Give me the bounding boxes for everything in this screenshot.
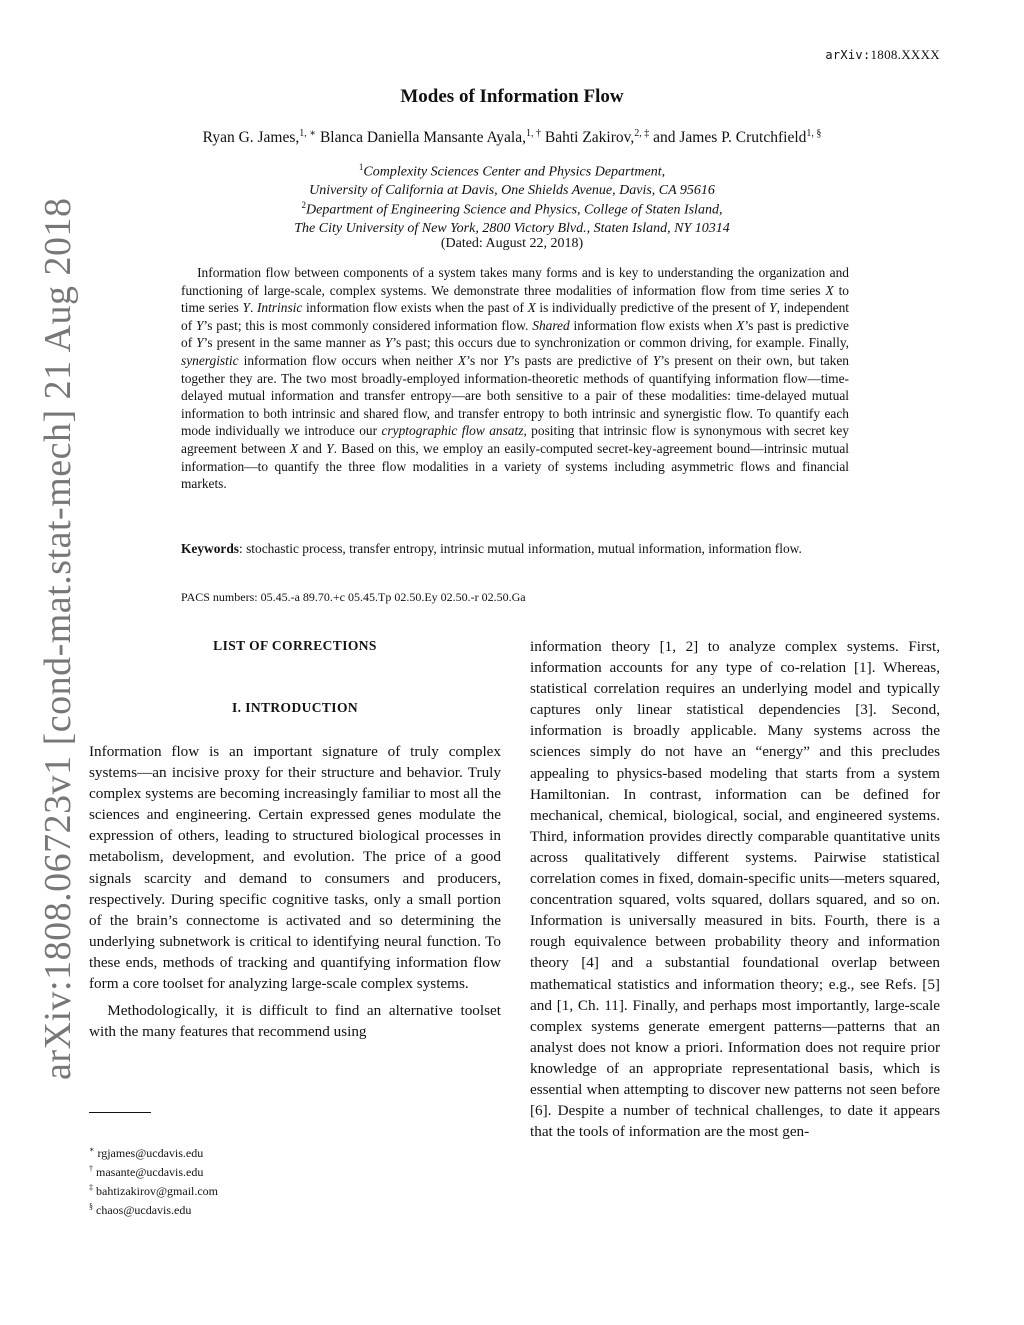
abstract-text: ’s nor bbox=[466, 352, 504, 368]
author-name: Bahti Zakirov, bbox=[540, 129, 635, 147]
abstract-text: Information flow between components of a system takes many forms and is key to understanding the organization and functioning of large-scale, complex systems. We demonstrate three modalities of information flow from time series bbox=[181, 265, 849, 298]
term-synergistic: synergistic bbox=[181, 352, 239, 368]
keywords-label: Keywords bbox=[181, 541, 240, 556]
affiliation-mark: 1 bbox=[358, 162, 364, 172]
author-list bbox=[0, 128, 1024, 147]
right-column-text bbox=[530, 636, 940, 1142]
math-x: X bbox=[736, 317, 745, 333]
arxiv-side-stamp: arXiv:1808.06723v1 [cond-mat.stat-mech] 21 Aug 2018 bbox=[37, 197, 79, 1080]
author-name: Blanca Daniella Mansante Ayala, bbox=[316, 129, 526, 147]
footnote-mark: ∗ bbox=[89, 1145, 95, 1154]
date-line: (Dated: August 22, 2018) bbox=[440, 236, 584, 251]
footnote bbox=[89, 1161, 501, 1180]
abstract-text: information flow exists when the past of bbox=[302, 300, 528, 316]
arxiv-number: 1808.XXXX bbox=[870, 47, 940, 62]
abstract-text: , positing that intrinsic flow is synonymous with secret key agreement between bbox=[181, 423, 849, 456]
math-y: Y bbox=[769, 300, 777, 316]
abstract-text: information flow exists when bbox=[569, 317, 737, 333]
footnote bbox=[89, 1142, 501, 1161]
affiliation-line: Complexity Sciences Center and Physics Department, bbox=[363, 164, 666, 180]
abstract-text: ’s past; this occurs due to synchronization or common driving, for example. Finally, bbox=[392, 335, 849, 351]
term-intrinsic: Intrinsic bbox=[256, 300, 303, 316]
affiliation-mark: 2 bbox=[301, 200, 307, 210]
paragraph: Information flow is an important signature of truly complex systems—an incisive proxy for their structure and behavior. Truly complex systems are becoming increasingly familiar to most all the sciences and engineering. Certain expressed genes modulate the expression of others, leading to structured biological processes in metabolism, development, and evolution. The price of a good signals scarcity and demand to consumers and producers, respectively. During specific cognitive tasks, only a small portion of the brain’s connectome is activated and so determining the underlying subnetwork is critical to identifying neural function. To these ends, methods of tracking and quantifying information flow form a core toolset for analyzing large-scale complex systems. bbox=[89, 743, 501, 993]
abstract bbox=[181, 264, 849, 493]
keywords-text: : stochastic process, transfer entropy, intrinsic mutual information, mutual information, information flow. bbox=[239, 541, 802, 556]
term-ansatz: cryptographic flow ansatz bbox=[381, 423, 524, 439]
abstract-text: information flow occurs when neither bbox=[238, 352, 459, 368]
footnote-mark: † bbox=[89, 1164, 93, 1173]
footnote-rule bbox=[89, 1112, 151, 1113]
math-x: X bbox=[825, 282, 834, 298]
math-y: Y bbox=[384, 335, 393, 351]
author-mark: 1, § bbox=[806, 128, 822, 139]
arxiv-prefix: arXiv: bbox=[825, 48, 871, 62]
affiliation-line: The City University of New York, 2800 Victory Blvd., Staten Island, NY 10314 bbox=[294, 220, 730, 236]
arxiv-header-id bbox=[825, 47, 940, 63]
footnote-email: chaos@ucdavis.edu bbox=[96, 1203, 192, 1217]
footnote-mark: ‡ bbox=[89, 1183, 93, 1192]
abstract-text: ’s past; this is most commonly considered information flow. bbox=[203, 317, 533, 333]
footnote bbox=[89, 1199, 501, 1218]
abstract-text: ’s present on their own, but taken together they are. The two most broadly-employed information-theoretic methods of quantifying information flow—time-delayed mutual information and transfer entropy—are both sensitive to a pair of these modalities: time-delayed mutual information to both intrinsic and shared flow, and transfer entropy to both intrinsic and synergistic flow. To quantify each mode individually we introduce our bbox=[181, 352, 849, 439]
affiliation-line: University of California at Davis, One Shields Avenue, Davis, CA 95616 bbox=[309, 182, 715, 198]
author-name: Ryan G. James, bbox=[202, 129, 300, 147]
abstract-text: ’s pasts are predictive of bbox=[510, 352, 653, 368]
term-shared: Shared bbox=[532, 317, 570, 333]
footnote-email: rgjames@ucdavis.edu bbox=[97, 1146, 204, 1160]
abstract-text: , independent of bbox=[181, 300, 850, 333]
math-y: Y bbox=[326, 440, 334, 456]
math-y: Y bbox=[196, 335, 204, 351]
abstract-text: is individually predictive of the present of bbox=[535, 300, 770, 316]
abstract-text: to time series bbox=[181, 282, 849, 316]
math-y: Y bbox=[242, 300, 250, 316]
author-name: and James P. Crutchfield bbox=[649, 129, 807, 147]
footnote bbox=[89, 1180, 501, 1199]
math-x: X bbox=[290, 440, 299, 456]
keywords bbox=[181, 540, 849, 558]
footnote-mark: § bbox=[89, 1202, 93, 1211]
section-heading-corrections: LIST OF CORRECTIONS bbox=[213, 638, 377, 653]
affiliation-line: Department of Engineering Science and Physics, College of Staten Island, bbox=[306, 202, 723, 218]
paragraph: Methodologically, it is difficult to find an alternative toolset with the many features that recommend using bbox=[89, 1002, 501, 1041]
abstract-text: ’s past is predictive of bbox=[181, 317, 849, 351]
paragraph: information theory [1, 2] to analyze complex systems. First, information accounts for any type of co-relation [1]. Whereas, statistical correlation requires an underlying model and typically captures only linear statistical dependencies [3]. Second, information is broadly applicable. Many systems across the sciences simply do not have an “energy” and this precludes appealing to physics-based modeling that starts from a system Hamiltonian. In contrast, information can be defined for mechanical, chemical, biological, social, and engineered systems. Third, information provides directly comparable quantitative units across qualitatively different systems. Pairwise statistical correlation comes in fixed, domain-specific units—meters squared, concentration squared, volts squared, dollars squared, and so on. Information is universally measured in bits. Fourth, there is a rough equivalence between probability theory and information theory [4] and a substantial foundational overlap between mathematical statistics and information theory; e.g., see Refs. [5] and [1, Ch. 11]. Finally, and perhaps most importantly, large-scale complex systems generate emergent patterns—patterns that an analyst does not know a priori. Information does not require prior knowledge of an appropriate representational basis, which is essential when attempting to discover new patterns not seen before [6]. Despite a number of technical challenges, to date it appears that the tools of information are the most gen- bbox=[530, 638, 940, 1141]
math-x: X bbox=[458, 352, 467, 368]
author-mark: 1, ∗ bbox=[299, 128, 317, 139]
author-mark: 1, † bbox=[525, 128, 541, 139]
paper-title: Modes of Information Flow bbox=[400, 86, 624, 107]
footnote-email: masante@ucdavis.edu bbox=[96, 1165, 204, 1179]
author-mark: 2, ‡ bbox=[634, 128, 650, 139]
affiliation-2 bbox=[0, 196, 1024, 238]
abstract-text: ’s present in the same manner as bbox=[203, 335, 385, 351]
abstract-paragraph bbox=[181, 264, 849, 493]
math-y: Y bbox=[503, 352, 511, 368]
section-heading-introduction: I. INTRODUCTION bbox=[231, 700, 359, 715]
abstract-text: . Based on this, we employ an easily-computed secret-key-agreement bound—intrinsic mutual information—to quantify the three flow modalities in a variety of systems including asymmetric flows and financial markets. bbox=[181, 440, 849, 492]
abstract-text: . bbox=[249, 300, 257, 316]
pacs-numbers: PACS numbers: 05.45.-a 89.70.+c 05.45.Tp 02.50.Ey 02.50.-r 02.50.Ga bbox=[181, 590, 526, 604]
math-y: Y bbox=[652, 352, 661, 368]
abstract-text: and bbox=[298, 440, 327, 456]
footnote-email: bahtizakirov@gmail.com bbox=[96, 1184, 219, 1198]
footnotes bbox=[89, 1142, 501, 1218]
left-column-text bbox=[89, 741, 501, 1042]
math-y: Y bbox=[196, 317, 204, 333]
math-x: X bbox=[527, 300, 536, 316]
affiliation-1 bbox=[0, 158, 1024, 200]
